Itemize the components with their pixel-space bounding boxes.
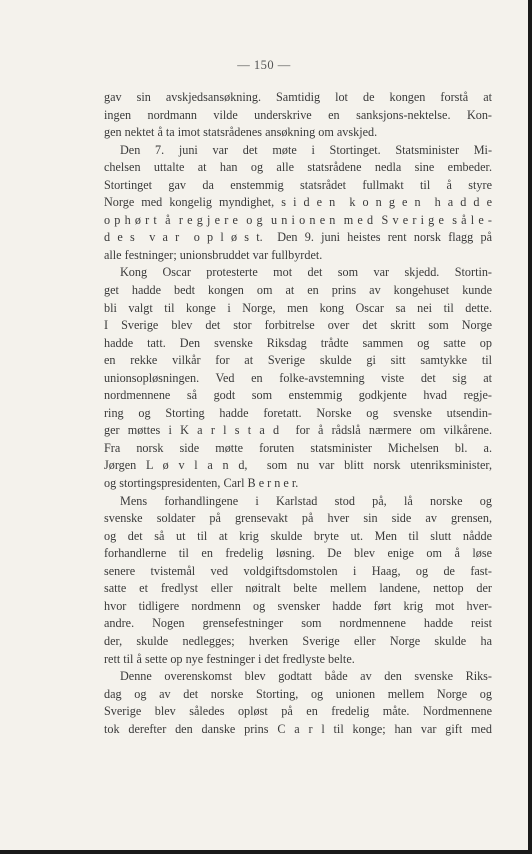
text-line: unionsopløsningen. Ved en folke-avstemning viste det sig at [104, 370, 492, 385]
text-line: svenske soldater på grensevakt på hver sin side av grensen, [104, 511, 492, 526]
text-line: Norge med kongelig myndighet, s i d e n k o n g e n h a d d e [104, 195, 492, 210]
text-line: Sverige blev således opløst på en fredelig måte. Nordmennene [104, 704, 492, 719]
text-line: gav sin avskjedsansøkning. Samtidig lot de kongen forstå at [104, 90, 492, 104]
text-line: hvor tidligere nordmenn og svensker hadde ført krig mot hver- [104, 598, 492, 613]
text-line: hadde tatt. Den svenske Riksdag trådte sammen og satte op [104, 335, 492, 350]
text-line: Mens forhandlingene i Karlstad stod på, lå norske og [120, 493, 492, 508]
text-line: og stortingspresidenten, Carl B e r n e r. [104, 476, 299, 491]
text-line: ingen nordmann vilde underskrive en sanksjons-nektelse. Kon- [104, 107, 492, 122]
text-line: Denne overenskomst blev godtatt både av den svenske Riks- [120, 669, 492, 684]
text-line: gen nektet å ta imot statsrådenes ansøkning om avskjed. [104, 125, 378, 140]
text-line: en rekke vilkår for at Sverige skulde gi sitt samtykke til [104, 353, 492, 368]
text-line: satte et fredlyst eller nøitralt belte mellem landene, nettop der [104, 581, 492, 596]
text-line: dag og av det norske Storting, og unionen mellem Norge og [104, 686, 492, 701]
text-line: der, skulde nedlegges; hverken Sverige eller Norge skulde ha [104, 633, 492, 648]
text-line: ger møttes i K a r l s t a d for å rådslå nærmere om vilkårene. [104, 423, 492, 438]
text-line: alle festninger; unionsbruddet var fullbyrdet. [104, 247, 323, 262]
text-line: Kong Oscar protesterte mot det som var skjedd. Stortin- [120, 265, 492, 280]
text-line: I Sverige blev det stor forbitrelse over det skritt som Norge [104, 318, 492, 333]
text-line: Jørgen L ø v l a n d, som nu var blitt norsk utenriksminister, [104, 458, 492, 473]
text-line: rett til å sette op nye festninger i det fredlyste belte. [104, 651, 355, 666]
text-line: senere tvistemål ved voldgiftsdomstolen i Haag, og de fast- [104, 563, 492, 578]
text-line: forhandlerne til en fredelig løsning. De blev enige om å løse [104, 546, 492, 561]
text-line: nordmennene så godt som enstemmig godkjente hvad regje- [104, 388, 492, 403]
page-number: — 150 — [237, 58, 291, 72]
text-line: bli valgt til konge i Norge, men kong Oscar sa nei til dette. [104, 300, 492, 315]
text-line: o p h ø r t å r e g j e r e o g u n i o n e n m e d S v e r i g e s å l e - [104, 212, 492, 227]
text-line: andre. Nogen grensefestninger som nordmennene hadde reist [104, 616, 492, 631]
body-text [104, 89, 492, 738]
text-line: Den 7. juni var det møte i Stortinget. Statsminister Mi- [120, 142, 492, 157]
text-line: chelsen uttalte at han og alle statsrådene nedla sine embeder. [104, 160, 492, 175]
text-line: get hadde bedt kongen om at en prins av kongehuset kunde [104, 283, 492, 298]
text-line: ring og Storting hadde foretatt. Norske og svenske utsendin- [104, 405, 492, 420]
text-line: d e s v a r o p l ø s t. Den 9. juni heistes rent norsk flagg på [104, 230, 492, 245]
text-line: tok derefter den danske prins C a r l til konge; han var gift med [104, 721, 492, 736]
text-line: Stortinget gav da enstemmig statsrådet fullmakt til å styre [104, 177, 492, 192]
text-line: og det så ut til at krig skulde bryte ut. Men til slutt nådde [104, 528, 492, 543]
text-line: Fra norsk side møtte foruten statsminister Michelsen bl. a. [104, 440, 492, 455]
